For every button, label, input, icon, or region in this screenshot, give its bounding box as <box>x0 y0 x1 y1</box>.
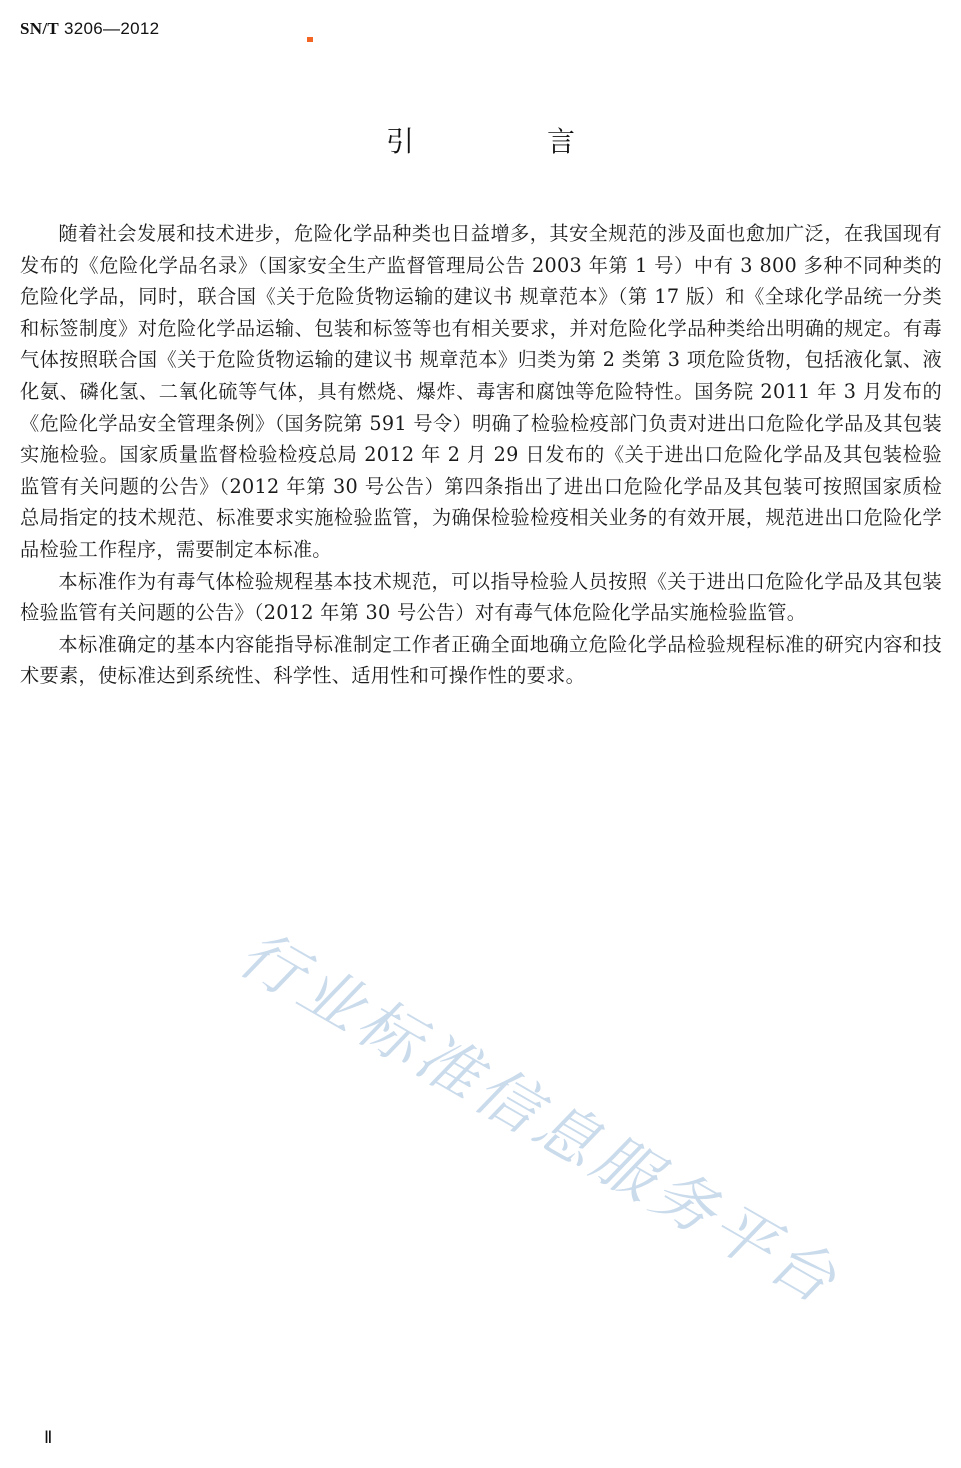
watermark: 行业标准信息服务平台 <box>227 916 853 1320</box>
orange-marker <box>307 37 313 42</box>
standard-code-number: 3206—2012 <box>64 19 160 38</box>
section-title: 引 言 <box>386 125 637 158</box>
standard-code <box>20 19 159 39</box>
standard-code-prefix: SN/T <box>20 19 59 38</box>
paragraph-2: 本标准作为有毒气体检验规程基本技术规范，可以指导检验人员按照《关于进出口危险化学品及其包装检验监管有关问题的公告》（2012 年第 30 号公告）对有毒气体危险化学品实施检验监管。 <box>20 569 942 625</box>
paragraph-1: 随着社会发展和技术进步，危险化学品种类也日益增多，其安全规范的涉及面也愈加广泛，在我国现有发布的《危险化学品名录》（国家安全生产监督管理局公告 2003 年第 1 号）中有 3 800 多种不同种类的危险化学品，同时，联合国《关于危险货物运输的建议书 规章范本》（第 17 版）和《全球化学品统一分类和标签制度》对危险化学品运输、包装和标签等也有相关要求，并对危险化学品种类给出明确的规定。有毒气体按照联合国《关于危险货物运输的建议书 规章范本》归类为第 2 类第 3 项危险货物，包括液化氯、液化氨、磷化氢、二氧化硫等气体，具有燃烧、爆炸、毒害和腐蚀等危险特性。国务院 2011 年 3 月发布的《危险化学品安全管理条例》（国务院第 591 号令）明确了检验检疫部门负责对进出口危险化学品及其包装实施检验。国家质量监督检验检疫总局 2012 年 2 月 29 日发布的《关于进出口危险化学品及其包装检验监管有关问题的公告》（2012 年第 30 号公告）第四条指出了进出口危险化学品及其包装可按照国家质检总局指定的技术规范、标准要求实施检验监管，为确保检验检疫相关业务的有效开展，规范进出口危险化学品检验工作程序，需要制定本标准。 <box>20 222 942 561</box>
paragraph-3: 本标准确定的基本内容能指导标准制定工作者正确全面地确立危险化学品检验规程标准的研究内容和技术要素，使标准达到系统性、科学性、适用性和可操作性的要求。 <box>20 632 942 688</box>
introduction-body <box>20 218 942 692</box>
page-number: Ⅱ <box>44 1428 53 1447</box>
